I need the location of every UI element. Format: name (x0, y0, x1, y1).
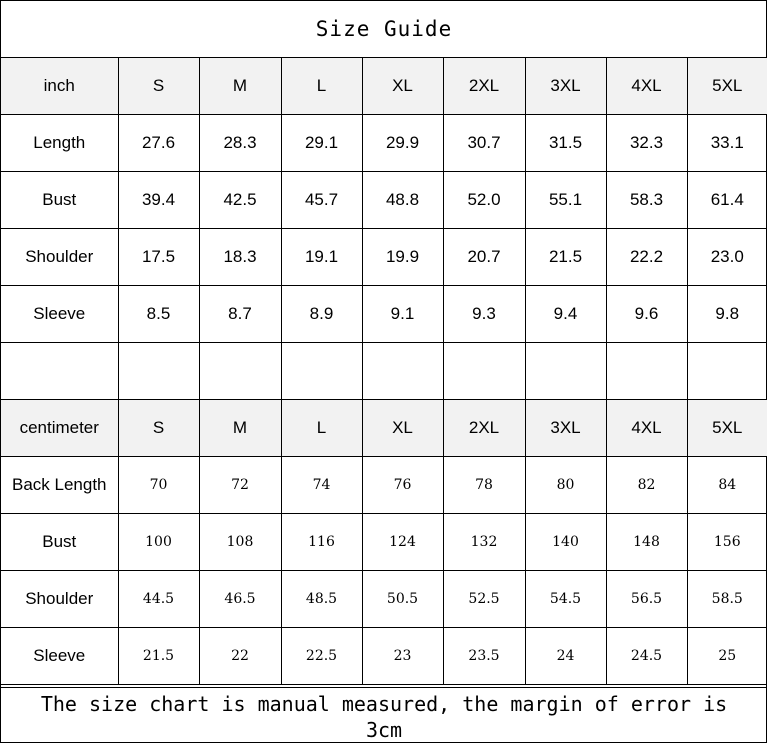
measurement-value-cell: 20.7 (443, 229, 525, 286)
measurement-note (1, 687, 767, 743)
note-line-1: The size chart is manual measured, the margin of error is (40, 692, 728, 716)
measurement-value-cell: 39.4 (118, 172, 199, 229)
measurement-value-cell: 61.4 (687, 172, 767, 229)
measurement-row (1, 172, 767, 229)
measurement-row (1, 628, 767, 685)
measurement-value-cell: 44.5 (118, 571, 199, 628)
measurement-row (1, 457, 767, 514)
measurement-row (1, 229, 767, 286)
inch-header-row (1, 58, 767, 115)
measurement-value-cell: 28.3 (199, 115, 281, 172)
measurement-value-cell: 22.2 (606, 229, 687, 286)
measurement-label: Sleeve (1, 628, 118, 685)
measurement-value-cell: 46.5 (199, 571, 281, 628)
measurement-value-cell: 132 (443, 514, 525, 571)
measurement-value-cell: 9.6 (606, 286, 687, 343)
measurement-value-cell: 148 (606, 514, 687, 571)
measurement-value-cell: 52.0 (443, 172, 525, 229)
measurement-value-cell: 54.5 (525, 571, 606, 628)
measurement-value-cell: 22.5 (281, 628, 362, 685)
size-header-cell: 4XL (606, 58, 687, 115)
empty-cell (525, 343, 606, 400)
measurement-value-cell: 58.3 (606, 172, 687, 229)
measurement-value-cell: 8.9 (281, 286, 362, 343)
measurement-value-cell: 74 (281, 457, 362, 514)
measurement-value-cell: 31.5 (525, 115, 606, 172)
measurement-value-cell: 45.7 (281, 172, 362, 229)
measurement-label: Shoulder (1, 571, 118, 628)
measurement-value-cell: 78 (443, 457, 525, 514)
size-header-cell: M (199, 400, 281, 457)
measurement-value-cell: 52.5 (443, 571, 525, 628)
measurement-value-cell: 50.5 (362, 571, 443, 628)
measurement-value-cell: 116 (281, 514, 362, 571)
measurement-value-cell: 84 (687, 457, 767, 514)
empty-cell (687, 343, 767, 400)
measurement-value-cell: 22 (199, 628, 281, 685)
measurement-value-cell: 24 (525, 628, 606, 685)
measurement-label: Length (1, 115, 118, 172)
measurement-value-cell: 23.5 (443, 628, 525, 685)
measurement-value-cell: 55.1 (525, 172, 606, 229)
measurement-label: Sleeve (1, 286, 118, 343)
measurement-value-cell: 108 (199, 514, 281, 571)
measurement-value-cell: 48.5 (281, 571, 362, 628)
size-header-cell: 2XL (443, 58, 525, 115)
size-header-cell: 5XL (687, 400, 767, 457)
empty-cell (199, 343, 281, 400)
measurement-value-cell: 25 (687, 628, 767, 685)
empty-cell (606, 343, 687, 400)
measurement-value-cell: 17.5 (118, 229, 199, 286)
measurement-value-cell: 124 (362, 514, 443, 571)
measurement-value-cell: 100 (118, 514, 199, 571)
size-header-cell: 2XL (443, 400, 525, 457)
size-header-cell: L (281, 58, 362, 115)
empty-cell (362, 343, 443, 400)
empty-cell (1, 343, 118, 400)
measurement-row (1, 571, 767, 628)
measurement-value-cell: 27.6 (118, 115, 199, 172)
measurement-value-cell: 58.5 (687, 571, 767, 628)
size-header-cell: XL (362, 400, 443, 457)
measurement-value-cell: 23.0 (687, 229, 767, 286)
measurement-row (1, 115, 767, 172)
measurement-value-cell: 140 (525, 514, 606, 571)
size-header-cell: S (118, 58, 199, 115)
size-header-cell: XL (362, 58, 443, 115)
measurement-value-cell: 72 (199, 457, 281, 514)
measurement-value-cell: 70 (118, 457, 199, 514)
size-header-cell: 3XL (525, 58, 606, 115)
measurement-value-cell: 56.5 (606, 571, 687, 628)
measurement-value-cell: 33.1 (687, 115, 767, 172)
size-table (1, 58, 767, 685)
size-header-cell: 3XL (525, 400, 606, 457)
size-table-body (1, 58, 767, 685)
measurement-value-cell: 32.3 (606, 115, 687, 172)
unit-label: inch (1, 58, 118, 115)
empty-cell (443, 343, 525, 400)
measurement-label: Shoulder (1, 229, 118, 286)
measurement-value-cell: 76 (362, 457, 443, 514)
measurement-value-cell: 9.8 (687, 286, 767, 343)
measurement-value-cell: 30.7 (443, 115, 525, 172)
measurement-value-cell: 29.9 (362, 115, 443, 172)
measurement-value-cell: 19.1 (281, 229, 362, 286)
measurement-value-cell: 19.9 (362, 229, 443, 286)
centimeter-header-row (1, 400, 767, 457)
measurement-value-cell: 9.1 (362, 286, 443, 343)
size-header-cell: 4XL (606, 400, 687, 457)
measurement-value-cell: 156 (687, 514, 767, 571)
measurement-row (1, 286, 767, 343)
measurement-value-cell: 23 (362, 628, 443, 685)
size-header-cell: 5XL (687, 58, 767, 115)
empty-cell (281, 343, 362, 400)
measurement-value-cell: 48.8 (362, 172, 443, 229)
measurement-value-cell: 18.3 (199, 229, 281, 286)
measurement-value-cell: 21.5 (118, 628, 199, 685)
measurement-row (1, 514, 767, 571)
measurement-value-cell: 9.4 (525, 286, 606, 343)
measurement-label: Bust (1, 514, 118, 571)
size-header-cell: M (199, 58, 281, 115)
size-guide-title: Size Guide (1, 1, 767, 58)
measurement-value-cell: 8.7 (199, 286, 281, 343)
measurement-value-cell: 82 (606, 457, 687, 514)
unit-label: centimeter (1, 400, 118, 457)
note-line-2: 3cm (365, 718, 403, 742)
empty-cell (118, 343, 199, 400)
measurement-value-cell: 9.3 (443, 286, 525, 343)
measurement-value-cell: 24.5 (606, 628, 687, 685)
measurement-value-cell: 29.1 (281, 115, 362, 172)
size-header-cell: S (118, 400, 199, 457)
spacer-row (1, 343, 767, 400)
size-header-cell: L (281, 400, 362, 457)
measurement-value-cell: 8.5 (118, 286, 199, 343)
measurement-value-cell: 80 (525, 457, 606, 514)
measurement-value-cell: 21.5 (525, 229, 606, 286)
measurement-label: Back Length (1, 457, 118, 514)
measurement-value-cell: 42.5 (199, 172, 281, 229)
measurement-label: Bust (1, 172, 118, 229)
